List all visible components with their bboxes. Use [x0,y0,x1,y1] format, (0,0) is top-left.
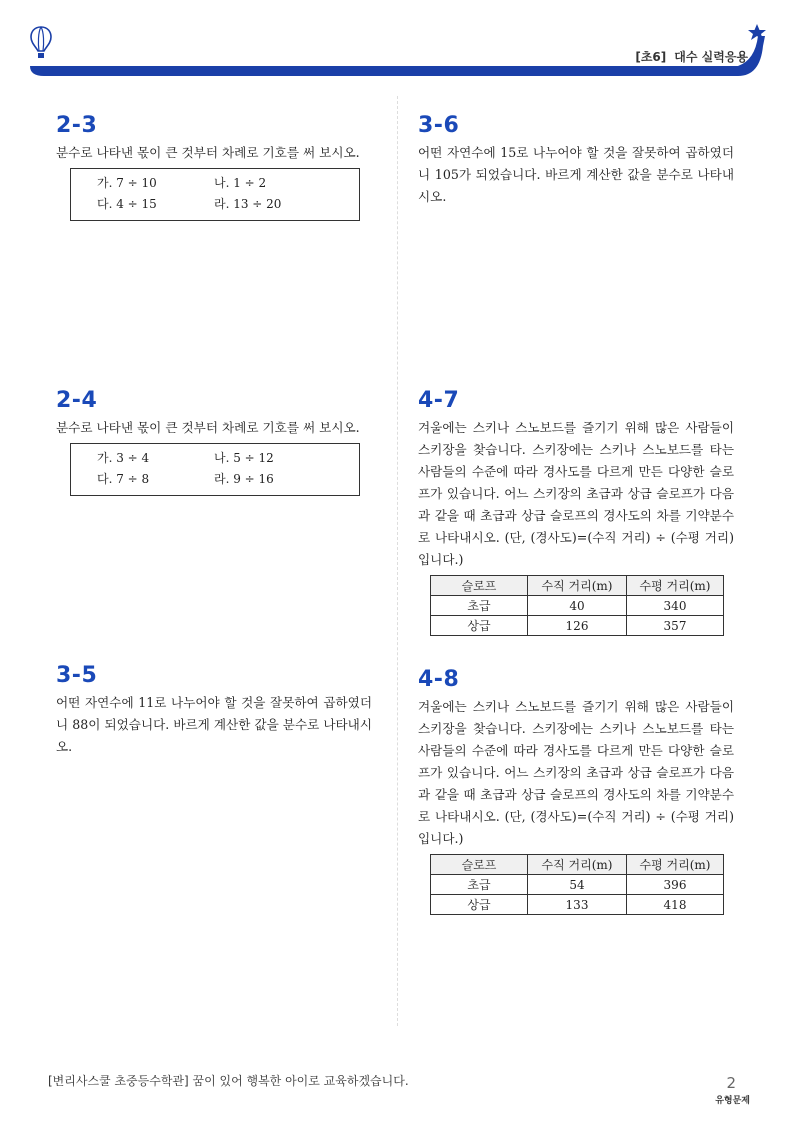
table-cell: 357 [627,616,724,636]
header-title [635,48,748,65]
problem-number: 4-7 [418,388,460,413]
footer-text: [변리사스쿨 초중등수학관] 꿈이 있어 행복한 아이로 교육하겠습니다. [48,1074,409,1088]
problem-text: 겨울에는 스키나 스노보드를 즐기기 위해 많은 사람들이 스키장을 찾습니다. 스키장에는 스키나 스노보드를 타는 사람들의 수준에 따라 경사도를 다르게 만든 다양한 슬로프가 있습니다. 어느 스키장의 초급과 상급 슬로프가 다음과 같을 때 초급과 상급 슬로프의 경사도의 차를 기약분수로 나타내시오. (단, (경사도)=(수직 거리) ÷ (수평 거리)입니다.) [418,420,734,567]
problem-text: 겨울에는 스키나 스노보드를 즐기기 위해 많은 사람들이 스키장을 찾습니다. 스키장에는 스키나 스노보드를 타는 사람들의 수준에 따라 경사도를 다르게 만든 다양한 슬로프가 있습니다. 어느 스키장의 초급과 상급 슬로프가 다음과 같을 때 초급과 상급 슬로프의 경사도의 차를 기약분수로 나타내시오. (단, (경사도)=(수직 거리) ÷ (수평 거리)입니다.) [418,699,734,846]
slope-table [430,575,724,636]
table-cell: 상급 [431,616,528,636]
table-cell: 상급 [431,895,528,915]
table-row [431,895,724,915]
problem-4-7 [418,389,734,636]
problem-3-6 [418,114,734,208]
header-cell: 수직 거리(m) [528,855,627,875]
problem-number: 4-8 [418,667,460,692]
header-cell: 수직 거리(m) [528,576,627,596]
table-row [431,596,724,616]
problem-2-4 [56,389,372,496]
problem-text: 분수로 나타낸 몫이 큰 것부터 차례로 기호를 써 보시오. [56,145,360,160]
option-a: 가. 3 ÷ 4 [97,451,150,465]
table-cell: 54 [528,875,627,895]
problem-number: 3-5 [56,663,98,688]
table-cell: 초급 [431,875,528,895]
table-cell: 418 [627,895,724,915]
option-d: 라. 9 ÷ 16 [214,472,274,486]
options-box [70,443,360,496]
table-cell: 40 [528,596,627,616]
table-cell: 133 [528,895,627,915]
table-cell: 396 [627,875,724,895]
problem-text: 어떤 자연수에 11로 나누어야 할 것을 잘못하여 곱하였더니 88이 되었습니다. 바르게 계산한 값을 분수로 나타내시오. [56,695,372,754]
problem-4-8 [418,668,734,915]
table-row [431,616,724,636]
table-header-row [431,855,724,875]
option-d: 라. 13 ÷ 20 [214,197,282,211]
option-b: 나. 5 ÷ 12 [214,451,274,465]
column-divider [397,96,398,1026]
page-type: 유형문제 [715,1096,750,1106]
problem-text: 분수로 나타낸 몫이 큰 것부터 차례로 기호를 써 보시오. [56,420,360,435]
problem-number: 2-3 [56,113,98,138]
option-c: 다. 7 ÷ 8 [97,472,150,486]
option-b: 나. 1 ÷ 2 [214,176,267,190]
option-a: 가. 7 ÷ 10 [97,176,157,190]
grade-tag: [초6] [635,50,667,64]
header-cell: 수평 거리(m) [627,576,724,596]
problem-number: 2-4 [56,388,98,413]
table-header-row [431,576,724,596]
problem-number: 3-6 [418,113,460,138]
table-cell: 126 [528,616,627,636]
problem-3-5 [56,664,372,758]
header-subject: 대수 실력응용 [674,50,748,64]
hot-air-balloon-icon [30,26,52,60]
page-header [0,0,794,80]
header-cell: 슬로프 [431,576,528,596]
problem-text: 어떤 자연수에 15로 나누어야 할 것을 잘못하여 곱하였더니 105가 되었습니다. 바르게 계산한 값을 분수로 나타내시오. [418,145,734,204]
header-cell: 수평 거리(m) [627,855,724,875]
table-cell: 초급 [431,596,528,616]
header-swoosh [0,0,794,80]
slope-table [430,854,724,915]
table-cell: 340 [627,596,724,616]
problem-2-3 [56,114,372,221]
header-cell: 슬로프 [431,855,528,875]
table-row [431,875,724,895]
option-c: 다. 4 ÷ 15 [97,197,157,211]
options-box [70,168,360,221]
page-number: 2 [726,1074,736,1092]
